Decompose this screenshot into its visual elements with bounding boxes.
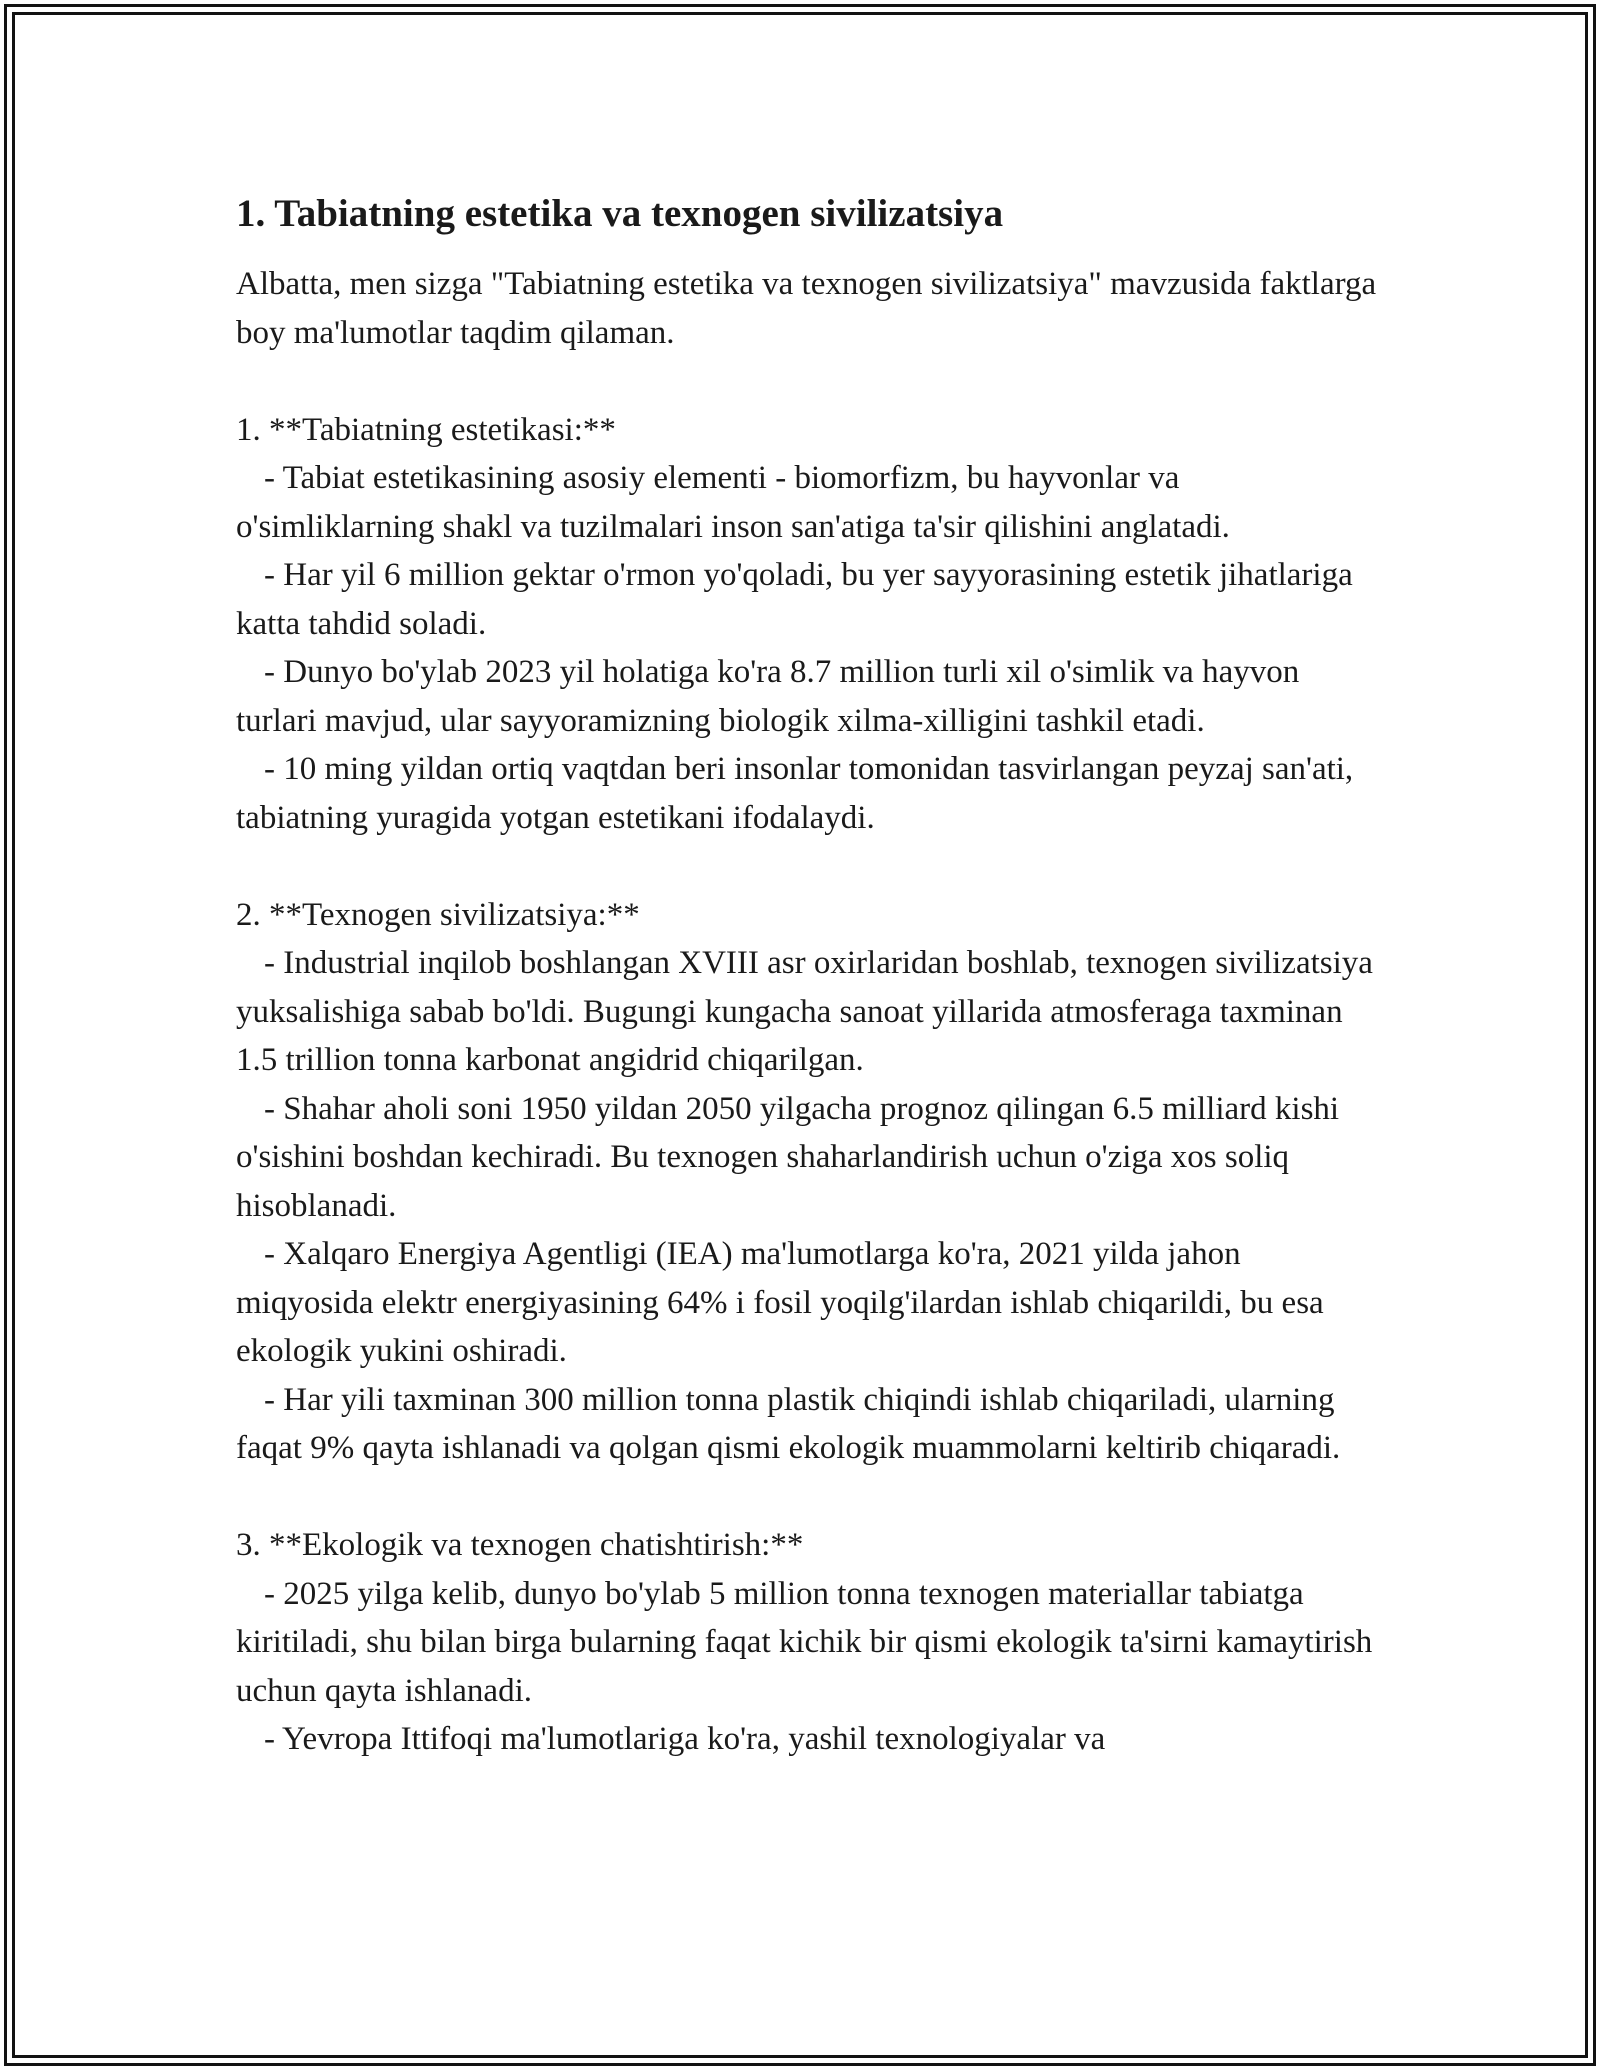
document-title: 1. Tabiatning estetika va texnogen sivilizatsiya: [236, 192, 1004, 235]
intro-paragraph: Albatta, men sizga "Tabiatning estetika va texnogen sivilizatsiya" mavzusida faktlarga boy ma'lumotlar taqdim qilaman.: [236, 266, 1385, 351]
section-nature-aesthetics: [236, 406, 1386, 843]
section-heading: 1. **Tabiatning estetikasi:**: [236, 411, 616, 448]
section-heading: 3. **Ekologik va texnogen chatishtirish:**: [236, 1527, 804, 1563]
bullet-item: - Har yili taxminan 300 million tonna plastik chiqindi ishlab chiqariladi, ularning faqat 9% qayta ishlanadi va qolgan qismi ekologik muammolarni keltirib chiqaradi.: [236, 1381, 1343, 1466]
bullet-item: - Yevropa Ittifoqi ma'lumotlariga ko'ra, yashil texnologiyalar va: [264, 1721, 1106, 1757]
bullet-item: - Har yil 6 million gektar o'rmon yo'qoladi, bu yer sayyorasining estetik jihatlariga katta tahdid soladi.: [236, 557, 1361, 642]
bullet-item: - 10 ming yildan ortiq vaqtdan beri insonlar tomonidan tasvirlangan peyzaj san'ati, tabiatning yuragida yotgan estetikani ifodalaydi.: [236, 751, 1362, 836]
bullet-item: - Xalqaro Energiya Agentligi (IEA) ma'lumotlarga ko'ra, 2021 yilda jahon miqyosida elektr energiyasining 64% i fosil yoqilg'ilardan ishlab chiqarildi, bu esa ekologik yukini oshiradi.: [236, 1236, 1332, 1369]
bullet-item: - Tabiat estetikasining asosiy elementi - biomorfizm, bu hayvonlar va o'simliklarning shakl va tuzilmalari inson san'atiga ta'sir qilishini anglatadi.: [236, 460, 1230, 545]
bullet-item: - 2025 yilga kelib, dunyo bo'ylab 5 million tonna texnogen materiallar tabiatga kiritiladi, shu bilan birga bularning faqat kichik bir qismi ekologik ta'sirni kamaytirish uchun qayta ishlanadi.: [236, 1575, 1381, 1709]
bullet-item: - Industrial inqilob boshlangan XVIII asr oxirlaridan boshlab, texnogen sivilizatsiya yuksalishiga sabab bo'ldi. Bugungi kungacha sanoat yillarida atmosferaga taxminan 1.5 trillion tonna karbonat angidrid chiqarilgan.: [236, 945, 1382, 1078]
bullet-item: - Dunyo bo'ylab 2023 yil holatiga ko'ra 8.7 million turli xil o'simlik va hayvon turlari mavjud, ular sayyoramizning biologik xilma-xilligini tashkil etadi.: [236, 654, 1308, 739]
section-heading: 2. **Texnogen sivilizatsiya:**: [236, 896, 640, 933]
section-technogenic-civilization: [236, 891, 1386, 1473]
document-body: [236, 186, 1386, 1764]
bullet-item: - Shahar aholi soni 1950 yildan 2050 yilgacha prognoz qilingan 6.5 milliard kishi o'sishini boshdan kechiradi. Bu texnogen shaharlandirish uchun o'ziga xos soliq hisoblanadi.: [236, 1090, 1348, 1224]
section-ecological-technogenic: [236, 1521, 1386, 1764]
